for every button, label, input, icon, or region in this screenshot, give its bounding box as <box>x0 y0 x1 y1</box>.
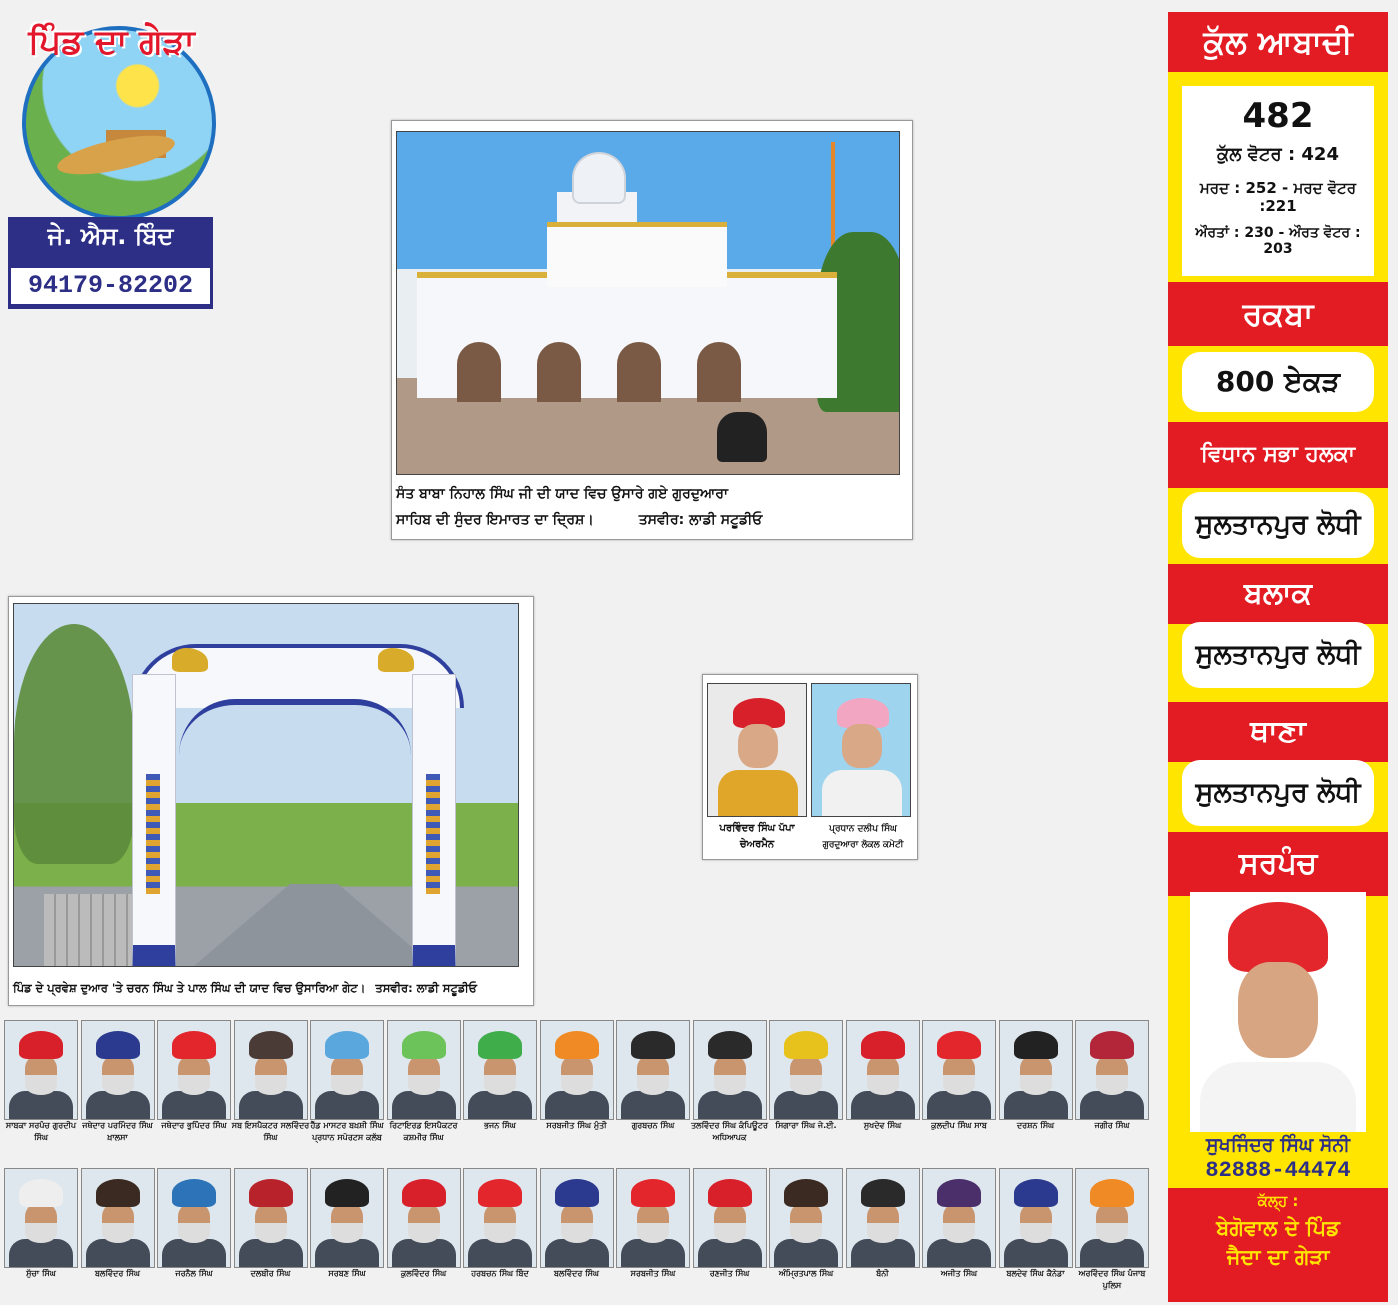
person-photo <box>846 1168 920 1268</box>
person-photo <box>157 1168 231 1268</box>
president-photo <box>811 683 911 817</box>
people-row-2 <box>4 1168 1154 1302</box>
police-header: ਥਾਣਾ <box>1168 702 1388 762</box>
president-name: ਪ੍ਰਧਾਨ ਦਲੀਪ ਸਿੰਘ <box>829 824 897 834</box>
gurdwara-photo-block <box>391 120 913 540</box>
president-role: ਗੁਰਦੁਆਰਾ ਲੋਕਲ ਕਮੇਟੀ <box>822 840 904 850</box>
person-photo <box>769 1168 843 1268</box>
person-name: ਹਰਬਚਨ ਸਿੰਘ ਬਿੰਦ <box>471 1269 529 1278</box>
chairman-name: ਪਰਵਿੰਦਰ ਸਿੰਘ ਪੱਪਾ <box>719 823 795 834</box>
population-header: ਕੁੱਲ ਆਬਾਦੀ <box>1168 12 1388 72</box>
person-name: ਗੁਰਬਚਨ ਸਿੰਘ <box>631 1121 675 1130</box>
person-name: ਬਲਵਿੰਦਰ ਸਿੰਘ <box>554 1269 599 1278</box>
person-photo <box>540 1168 614 1268</box>
person-photo <box>1075 1020 1149 1120</box>
chairman-caption <box>705 821 809 853</box>
person-photo <box>846 1020 920 1120</box>
sarpanch-header: ਸਰਪੰਚ <box>1168 832 1388 896</box>
gurdwara-credit: ਤਸਵੀਰ: ਲਾਡੀ ਸਟੂਡੀਓ <box>638 512 763 528</box>
block-value: ਸੁਲਤਾਨਪੁਰ ਲੋਧੀ <box>1182 622 1374 688</box>
person-name: ਸੁਖਦੇਵ ਸਿੰਘ <box>863 1121 902 1130</box>
person-photo <box>81 1020 155 1120</box>
person-photo <box>922 1020 996 1120</box>
person-photo <box>4 1020 78 1120</box>
president-caption <box>809 821 917 853</box>
gate-photo-block <box>8 596 534 1006</box>
constituency-header: ਵਿਧਾਨ ਸਭਾ ਹਲਕਾ <box>1168 422 1388 488</box>
gate-caption-text: ਪਿੰਡ ਦੇ ਪ੍ਰਵੇਸ਼ ਦੁਆਰ 'ਤੇ ਚਰਨ ਸਿੰਘ ਤੇ ਪਾਲ ਸਿੰਘ ਦੀ ਯਾਦ ਵਿਚ ਉਸਾਰਿਆ ਗੇਟ। <box>13 981 366 995</box>
block-header: ਬਲਾਕ <box>1168 564 1388 624</box>
person-name: ਸੁੱਚਾ ਸਿੰਘ <box>26 1269 56 1278</box>
person-name: ਜਰਨੈਲ ਸਿੰਘ <box>175 1269 213 1278</box>
people-row-1 <box>4 1020 1154 1160</box>
person-photo <box>4 1168 78 1268</box>
person-photo <box>387 1168 461 1268</box>
person-name: ਸਾਬਕਾ ਸਰਪੰਚ ਗੁਰਦੀਪ ਸਿੰਘ <box>5 1121 77 1142</box>
person-name: ਜਥੇਦਾਰ ਪਰਮਿੰਦਰ ਸਿੰਘ ਖ਼ਾਲਸਾ <box>82 1121 153 1142</box>
female-stats: ਔਰਤਾਂ : 230 - ਔਰਤ ਵੋਟਰ : 203 <box>1195 225 1361 257</box>
person-photo <box>616 1020 690 1120</box>
person-name: ਸਰਬਜੀਤ ਸਿੰਘ ਮੁੰਤੀ <box>546 1121 607 1130</box>
next-line1: ਬੇਗੋਵਾਲ ਦੇ ਪਿੰਡ <box>1216 1216 1340 1240</box>
gurdwara-caption-line1: ਸੰਤ ਬਾਬਾ ਨਿਹਾਲ ਸਿੰਘ ਜੀ ਦੀ ਯਾਦ ਵਿਚ ਉਸਾਰੇ ਗਏ ਗੁਰਦੁਆਰਾ <box>396 486 728 502</box>
person-name: ਹੈੱਡ ਮਾਸਟਰ ਬਖ਼ਸ਼ੀ ਸਿੰਘ ਪ੍ਰਧਾਨ ਸਪੋਰਟਸ ਕਲੱਬ <box>310 1121 384 1142</box>
logo-title: ਪਿੰਡ ਦਾ ਗੇੜਾ <box>28 22 195 62</box>
person-name: ਸਰਬਣ ਸਿੰਘ <box>328 1269 366 1278</box>
area-header: ਰਕਬਾ <box>1168 282 1388 346</box>
person-name: ਕੁਲਵਿੰਦਰ ਸਿੰਘ <box>400 1269 447 1278</box>
person-photo <box>310 1168 384 1268</box>
voters-total: ਕੁੱਲ ਵੋਟਰ : 424 <box>1217 144 1339 165</box>
person-name: ਰਣਜੀਤ ਸਿੰਘ <box>709 1269 750 1278</box>
gurdwara-photo <box>396 131 900 475</box>
author-name: ਜੇ. ਐਸ. ਬਿੰਦ <box>47 222 174 250</box>
gurdwara-caption-line2: ਸਾਹਿਬ ਦੀ ਸੁੰਦਰ ਇਮਾਰਤ ਦਾ ਦ੍ਰਿਸ਼। <box>396 512 594 528</box>
person-name: ਦਲਬੀਰ ਸਿੰਘ <box>250 1269 291 1278</box>
person-name: ਅਜੀਤ ਸਿੰਘ <box>940 1269 978 1278</box>
committee-photo-block <box>702 674 918 860</box>
person-photo <box>463 1020 537 1120</box>
police-value: ਸੁਲਤਾਨਪੁਰ ਲੋਧੀ <box>1182 760 1374 826</box>
person-photo <box>387 1020 461 1120</box>
person-name: ਅੰਮ੍ਰਿਤਪਾਲ ਸਿੰਘ <box>778 1269 834 1278</box>
author-phone: 94179-82202 <box>11 268 210 304</box>
person-photo <box>999 1168 1073 1268</box>
person-name: ਕੁਲਦੀਪ ਸਿੰਘ ਸਾਬ <box>931 1121 987 1130</box>
person-name: ਜਥੇਦਾਰ ਭੁਪਿੰਦਰ ਸਿੰਘ <box>161 1121 227 1130</box>
area-value: 800 ਏਕੜ <box>1182 352 1374 412</box>
gate-credit: ਤਸਵੀਰ: ਲਾਡੀ ਸਟੂਡੀਓ <box>375 981 477 995</box>
person-photo <box>310 1020 384 1120</box>
constituency-value: ਸੁਲਤਾਨਪੁਰ ਲੋਧੀ <box>1182 492 1374 558</box>
person-name: ਸਿਗਾਰਾ ਸਿੰਘ ਜੇ.ਈ. <box>775 1121 837 1130</box>
chairman-photo <box>707 683 807 817</box>
person-photo <box>234 1168 308 1268</box>
person-name: ਸਬ ਇਸਪੈਕਟਰ ਸਲਵਿੰਦਰ ਸਿੰਘ <box>231 1121 310 1142</box>
person-photo <box>1075 1168 1149 1268</box>
person-photo <box>81 1168 155 1268</box>
village-info-column <box>1168 12 1388 1302</box>
person-photo <box>616 1168 690 1268</box>
person-name: ਬਲਦੇਵ ਸਿੰਘ ਕੈਨੇਡਾ <box>1006 1269 1065 1278</box>
next-line2: ਜੈਦਾ ਦਾ ਗੇੜਾ <box>1226 1245 1330 1269</box>
population-box <box>1182 86 1374 276</box>
person-photo <box>922 1168 996 1268</box>
gate-caption <box>13 975 529 1001</box>
person-name: ਦਰਸ਼ਨ ਸਿੰਘ <box>1016 1121 1055 1130</box>
person-photo <box>234 1020 308 1120</box>
person-photo <box>999 1020 1073 1120</box>
gurdwara-caption <box>396 481 908 533</box>
gate-photo <box>13 603 519 967</box>
person-name: ਸਰਬਜੀਤ ਸਿੰਘ <box>630 1269 676 1278</box>
logo-block <box>8 12 215 302</box>
person-photo <box>540 1020 614 1120</box>
population-total: 482 <box>1242 96 1314 136</box>
next-label: ਕੱਲ੍ਹ : <box>1257 1192 1299 1210</box>
person-name: ਭਜਨ ਸਿੰਘ <box>484 1121 516 1130</box>
next-issue-box <box>1168 1188 1388 1302</box>
sarpanch-photo <box>1190 892 1366 1132</box>
person-photo <box>463 1168 537 1268</box>
person-name: ਤਲਵਿੰਦਰ ਸਿੰਘ ਕੰਪਿਊਟਰ ਅਧਿਆਪਕ <box>691 1121 768 1142</box>
person-photo <box>769 1020 843 1120</box>
person-name: ਬਲਵਿੰਦਰ ਸਿੰਘ <box>95 1269 140 1278</box>
person-name: ਬੰਨੀ <box>876 1269 889 1278</box>
person-name: ਜਗੀਰ ਸਿੰਘ <box>1094 1121 1130 1130</box>
person-name: ਰਿਟਾਇਰਡ ਇਸਪੈਕਟਰ ਕਸ਼ਮੀਰ ਸਿੰਘ <box>389 1121 458 1142</box>
person-photo <box>157 1020 231 1120</box>
male-stats: ਮਰਦ : 252 - ਮਰਦ ਵੋਟਰ :221 <box>1199 179 1357 215</box>
person-name: ਅਰਵਿੰਦਰ ਸਿੰਘ ਪੰਜਾਬ ਪੁਲਿਸ <box>1078 1269 1146 1290</box>
sarpanch-name: ਸੁਖਜਿੰਦਰ ਸਿੰਘ ਸੋਨੀ <box>1206 1134 1350 1156</box>
chairman-role: ਚੇਅਰਮੈਨ <box>739 839 775 850</box>
sarpanch-phone: 82888-44474 <box>1205 1158 1351 1183</box>
person-photo <box>693 1020 767 1120</box>
person-photo <box>693 1168 767 1268</box>
